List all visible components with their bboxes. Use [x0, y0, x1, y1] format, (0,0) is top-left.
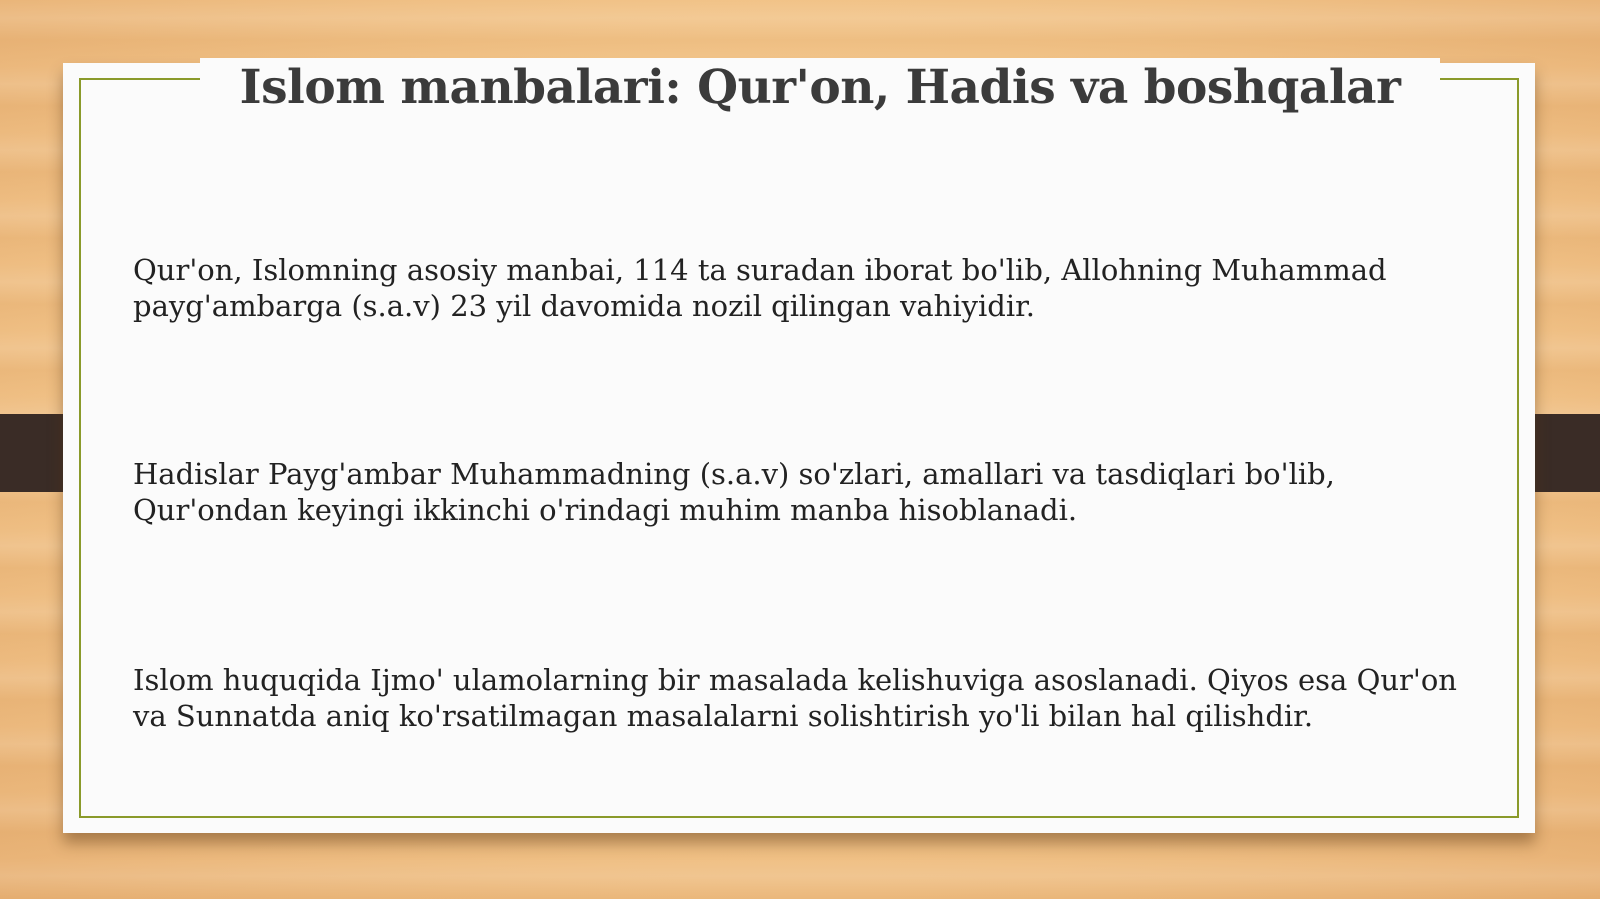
paragraph-ijmo-qiyos: Islom huquqida Ijmo' ulamolarning bir masalada kelishuviga asoslanadi. Qiyos esa Qur'on va Sunnatda aniq ko'rsatilmagan masalalarni solishtirish yo'li bilan hal qilishdir. — [133, 663, 1457, 733]
paragraph-hadis: Hadislar Payg'ambar Muhammadning (s.a.v) so'zlari, amallari va tasdiqlari bo'lib, Qur'ondan keyingi ikkinchi o'rindagi muhim manba hisoblanadi. — [133, 457, 1335, 527]
paragraph-quran: Qur'on, Islomning asosiy manbai, 114 ta suradan iborat bo'lib, Allohning Muhammad payg'ambarga (s.a.v) 23 yil davomida nozil qilingan vahiyidir. — [133, 253, 1387, 323]
slide-title: Islom manbalari: Qur'on, Hadis va boshqalar — [200, 58, 1440, 118]
